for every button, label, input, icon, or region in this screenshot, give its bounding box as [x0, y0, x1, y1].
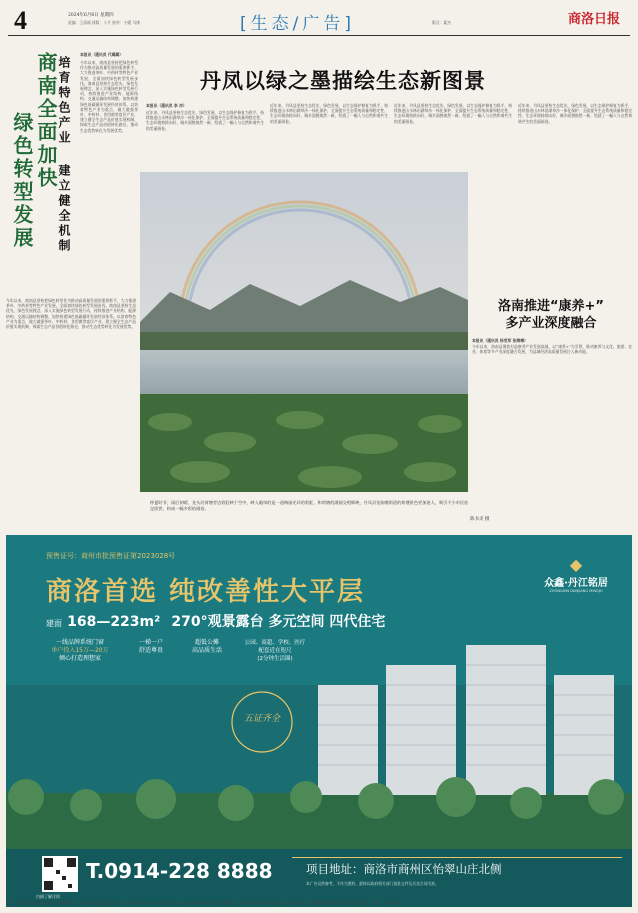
- brand-logo: [536, 555, 616, 593]
- editor-credits: 责编：王清福 排版：卜月 校对：小媛 马康: [68, 20, 140, 25]
- treeline: [140, 332, 468, 352]
- selling-point-1-line2: 单户投入15万—20万: [51, 647, 109, 654]
- headline-line-1: 商南全面加快: [34, 52, 58, 190]
- selling-point-4-line3: (2分钟生活圈): [257, 656, 293, 662]
- page-number: 4: [14, 6, 27, 35]
- left-article-body-col2: 今年以来，商南县坚持把绿色转型作为推动高质量发展的重要抓手，大力推进茶叶、中药材等特色产业发展，全面加快绿色转型发展步伐。商南县坚持生态优先、绿色发展理念，深入实施绿色转型发展行动，持续推进产业结构、能源结构、交通运输结构调整，加快构建绿色低碳循环发展经济体系。以培育特色产业为重点，做大做强茶叶、中药材、食用菌等富民产业，建立健全生态产品价值实现机制，探索生态产品价值转化路径，推动生态优势转化为发展优势。: [6, 298, 136, 330]
- headline-line-2: 绿色转型发展: [10, 112, 34, 250]
- area-features-line: [46, 611, 385, 631]
- rainbow-lotus-photo: [140, 172, 468, 492]
- selling-point-4-line1: 公园、商超、学校、医疗: [244, 640, 306, 646]
- landscape-illustration: [140, 172, 468, 492]
- main-body-col2: 近年来，丹凤县坚持生态优先、绿色发展，以生态保护修复为抓手，持续推进山水林田湖草沙一体化保护，全面提升生态系统质量和稳定性，生态环境持续向好，城乡面貌焕然一新，绘就了一幅人与自然和谐共生的美丽画卷。: [270, 103, 388, 124]
- area-prefix: 建面: [46, 619, 62, 628]
- issue-date: 2024年6月6日 星期四: [68, 13, 114, 18]
- pond-water: [140, 350, 468, 400]
- photo-credit: 陈书炎 摄: [470, 517, 490, 522]
- selling-point-one-per-floor: [126, 639, 176, 655]
- selling-point-2-line1: 一梯一户: [138, 639, 163, 646]
- left-article-body-col1: 今年以来，商南县坚持把绿色转型作为推动高质量发展的重要抓手，大力推进茶叶、中药材等特色产业发展，全面加快绿色转型发展步伐。商南县坚持生态优先、绿色发展理念，深入实施绿色转型发展行动，持续推进产业结构、能源结构、交通运输结构调整，加快构建绿色低碳循环发展经济体系。以培育特色产业为重点，做大做强茶叶、中药材、食用菌等富民产业，建立健全生态产品价值实现机制，探索生态产品价值转化路径，推动生态优势转化为发展优势。: [80, 60, 138, 133]
- sales-phone: T.0914-228 8888: [86, 859, 273, 883]
- area-range: 168—223m²: [67, 614, 161, 630]
- ad-disclaimer: 本广告仅供参考，不作为要约，最终以政府相关部门批准文件及买卖合同为准。: [306, 881, 439, 886]
- features-line: 270°观景露台 多元空间 四代住宅: [171, 614, 386, 630]
- right-headline-line-2: 多产业深度融合: [505, 316, 597, 331]
- left-article-byline: 本报讯（通讯员 代璐璐）: [80, 52, 124, 57]
- newspaper-logo: 商洛日报: [568, 12, 621, 27]
- main-body-col3: 近年来，丹凤县坚持生态优先、绿色发展，以生态保护修复为抓手，持续推进山水林田湖草沙一体化保护，全面提升生态系统质量和稳定性，生态环境持续向好，城乡面貌焕然一新，绘就了一幅人与自然和谐共生的美丽画卷。: [394, 103, 512, 124]
- selling-point-1-line1: 一线品牌系统门窗: [55, 639, 104, 646]
- layout-credit: 版式：素杰: [432, 20, 451, 25]
- presale-permit: 预售证号：商州市批预售证第2023028号: [46, 552, 176, 560]
- main-body-col4: 近年来，丹凤县坚持生态优先、绿色发展，以生态保护修复为抓手，持续推进山水林田湖草沙一体化保护，全面提升生态系统质量和稳定性，生态环境持续向好，城乡面貌焕然一新，绘就了一幅人与自然和谐共生的美丽画卷。: [518, 103, 632, 124]
- right-article-byline: 本报讯（通讯员 杨党军 张海梅）: [472, 338, 528, 343]
- header-divider: [8, 35, 630, 36]
- section-title: [生态/广告]: [240, 14, 355, 34]
- logo-name: 众鑫·丹江铭居: [544, 578, 608, 589]
- selling-point-1-line3: 倾心打造理想家: [58, 655, 101, 662]
- main-body-col1: 近年来，丹凤县坚持生态优先、绿色发展，以生态保护修复为抓手，持续推进山水林田湖草沙一体化保护，全面提升生态系统质量和稳定性，生态环境持续向好，城乡面貌焕然一新，绘就了一幅人与自然和谐共生的美丽画卷。: [146, 110, 264, 131]
- ad-headline: 商洛首选 纯改善性大平层: [46, 577, 366, 607]
- real-estate-advertisement: [6, 535, 632, 907]
- photo-caption: 仲夏时节，雨后初晴，龙头河荷塘旁边彩虹映于空中，映入眼帘的是一道绚丽光环的彩虹，和荷塘的湖面交相辉映，丹凤县龙驹寨街道的荷塘景色更加迷人，吸引不少市民驻足欣赏，构成一幅多彩的画卷。: [150, 500, 469, 511]
- address-divider: [292, 857, 622, 858]
- selling-point-3-line2: 高品质生活: [191, 647, 222, 654]
- main-byline: 本报讯（通讯员 李 冲）: [146, 103, 187, 108]
- selling-point-4-line2: 配套近在咫尺: [258, 648, 292, 654]
- right-article-headline: [470, 298, 632, 332]
- selling-point-2-line2: 舒适尊贵: [138, 647, 163, 654]
- selling-point-windows: [40, 639, 120, 663]
- logo-pinyin: ZHONGXIN DANJIANG MINGJU: [549, 589, 603, 593]
- logo-mark-icon: ◆: [569, 555, 583, 574]
- kicker-1: 培育特色产业: [57, 56, 71, 146]
- selling-point-low-share: [182, 639, 232, 655]
- selling-point-3-line1: 超低公摊: [194, 639, 219, 646]
- selling-points: [40, 639, 310, 675]
- main-headline: 丹凤以绿之墨描绘生态新图景: [200, 69, 486, 93]
- kicker-2: 建立健全机制: [57, 164, 71, 254]
- selling-point-amenities: [238, 639, 312, 663]
- project-address: 项目地址：商洛市商州区怡翠山庄北侧: [306, 862, 502, 876]
- five-certificates-stamp: 五证齐全: [243, 714, 280, 724]
- qr-caption: 扫描了解详情: [36, 894, 60, 899]
- right-headline-line-1: 洛南推进“康养+”: [498, 299, 604, 314]
- right-article-body: 今年以来，洛南县聚焦打造康养产业发展高地，以“康养+”为引领，推动康养与文化、旅游、农业、体育等多产业深度融合发展，为县域经济高质量发展注入新动能。: [472, 344, 632, 355]
- page-footer: 社址：商洛市北新街西段59号 邮政编码：726000 办公室电话/传真：2313480 2325222 广告许可证：6125004000002 广告部电话：2317967 282833619@qq.com 发行：商洛市邮政局 印刷：商洛日报印刷厂 电话：2312541: [6, 900, 401, 905]
